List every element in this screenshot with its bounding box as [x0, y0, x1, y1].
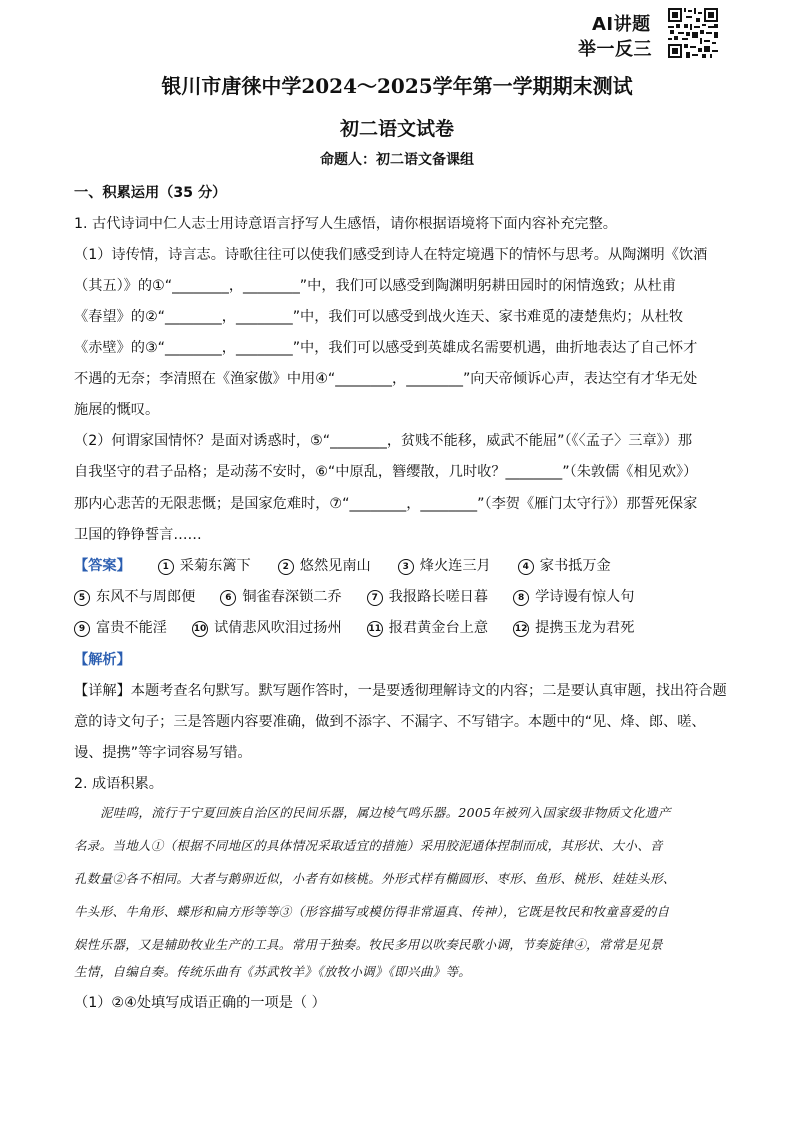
- answer-text: 采菊东篱下: [179, 558, 251, 574]
- answer-text: 家书抵万金: [539, 558, 611, 574]
- q1-p1-line: 施展的慨叹。: [74, 402, 160, 418]
- analysis-label: 【解析】: [74, 652, 131, 668]
- answer-text: 提携玉龙为君死: [535, 620, 635, 636]
- answer-text: 烽火连三月: [419, 558, 491, 574]
- passage-line: 孔数量②各不相同。大者与鹅卵近似，小者有如核桃。外形式样有椭圆形、枣形、鱼形、桃形、娃娃头形、: [74, 871, 676, 886]
- answer-text: 铜雀春深锁二乔: [242, 589, 342, 605]
- answer-number: 1: [158, 559, 174, 575]
- q1-p1-line: 《赤壁》的③“________，________”中，我们可以感受到英雄成名需要机遇，曲折地表达了自己怀才: [74, 340, 698, 356]
- detail-line: 意的诗文句子；三是答题内容要准确，做到不添字、不漏字、不写错字。本题中的“见、烽、郎、嗟、: [74, 714, 706, 730]
- answer-text: 学诗谩有惊人句: [535, 589, 635, 605]
- answers-row-3: [74, 618, 634, 638]
- answer-number: 11: [367, 621, 383, 637]
- answer-number: 5: [74, 590, 90, 606]
- answer-item: [158, 558, 251, 574]
- answer-text: 试倩悲风吹泪过扬州: [213, 620, 342, 636]
- passage-line: 娱性乐器，又是辅助牧业生产的工具。常用于独奏。牧民多用以吹奏民歌小调，节奏旋律④，常常是见景: [74, 937, 663, 952]
- ai-badge: [578, 8, 723, 60]
- answer-number: 7: [367, 590, 383, 606]
- answer-number: 6: [220, 590, 236, 606]
- exam-author: 命题人：初二语文备课组: [320, 152, 474, 168]
- exam-subtitle: 初二语文试卷: [339, 118, 454, 140]
- answer-item: [367, 589, 488, 605]
- answers-row-2: [74, 587, 634, 607]
- answer-item: [278, 558, 371, 574]
- answer-text: 报君黄金台上意: [388, 620, 489, 636]
- answer-item: [367, 620, 488, 636]
- answer-item: [192, 620, 342, 636]
- passage-line: 泥哇呜，流行于宁夏回族自治区的民间乐器，属边棱气鸣乐器。2005年被列入国家级非物质文化遗产: [100, 805, 671, 820]
- answer-item: [74, 589, 195, 605]
- q1-p2-line: （2）何谓家国情怀？是面对诱惑时，⑤“________，贫贱不能移，威武不能屈”（《〈孟子〉三章》）那: [74, 433, 693, 449]
- answer-number: 3: [398, 559, 414, 575]
- qr-code-icon: [668, 8, 718, 58]
- answer-item: [74, 620, 167, 636]
- exam-title: 银川市唐徕中学2024～2025学年第一学期期末测试: [161, 74, 633, 98]
- passage-line: 牛头形、牛角形、蝶形和扁方形等等③（形容描写或模仿得非常逼真、传神），它既是牧民和牧童喜爱的自: [74, 904, 670, 919]
- answer-item: [220, 589, 341, 605]
- section-heading: 一、积累运用（35 分）: [74, 185, 227, 201]
- q1-p1-line: 不遇的无奈；李清照在《渔家傲》中用④“________，________”向天帝倾诉心声，表达空有才华无处: [74, 371, 698, 387]
- question-2-sub1: （1）②④处填写成语正确的一项是（ ）: [74, 995, 326, 1011]
- passage-line: 名录。当地人①（根据不同地区的具体情况采取适宜的措施）采用胶泥通体捏制而成，其形状、大小、音: [74, 838, 663, 853]
- badge-line2: 举一反三: [578, 39, 652, 60]
- q1-p2-line: 自我坚守的君子品格；是动荡不安时，⑥“中原乱，簪缨散，几时收？________”（朱敦儒《相见欢》）: [74, 464, 698, 480]
- answer-text: 东风不与周郎便: [96, 589, 196, 605]
- answer-text: 我报路长嗟日暮: [388, 589, 489, 605]
- q1-p1-line: （1）诗传情，诗言志。诗歌往往可以使我们感受到诗人在特定境遇下的情怀与思考。从陶渊明《饮酒: [74, 247, 708, 263]
- answer-number: 12: [513, 621, 529, 637]
- answer-number: 2: [278, 559, 294, 575]
- detail-line: 【详解】本题考查名句默写。默写题作答时，一是要透彻理解诗文的内容；二是要认真审题，找出符合题: [74, 683, 727, 699]
- q1-p2-line: 那内心悲苦的无限悲慨；是国家危难时，⑦“________，________”（李贺《雁门太守行》）那誓死保家: [74, 496, 698, 512]
- q1-p2-line: 卫国的铮铮誓言……: [74, 527, 202, 543]
- detail-line: 谩、提携”等字词容易写错。: [74, 745, 252, 761]
- answer-number: 8: [513, 590, 529, 606]
- answer-item: [398, 558, 491, 574]
- answer-item: [518, 558, 611, 574]
- question-1-stem: 1. 古代诗词中仁人志士用诗意语言抒写人生感悟，请你根据语境将下面内容补充完整。: [74, 216, 617, 232]
- answer-item: [513, 620, 634, 636]
- answer-text: 富贵不能淫: [96, 620, 167, 636]
- answer-number: 4: [518, 559, 534, 575]
- answer-text: 悠然见南山: [299, 558, 371, 574]
- passage-line: 生情，自编自奏。传统乐曲有《苏武牧羊》《放牧小调》《即兴曲》等。: [74, 964, 472, 979]
- answer-label: 【答案】: [74, 558, 131, 574]
- answer-item: [513, 589, 634, 605]
- answer-number: 10: [192, 621, 208, 637]
- answers-row-1: [74, 556, 611, 576]
- question-2-stem: 2. 成语积累。: [74, 776, 163, 792]
- answer-number: 9: [74, 621, 90, 637]
- badge-line1: AI讲题: [592, 14, 651, 35]
- q1-p1-line: （其五）》的①“________，________”中，我们可以感受到陶渊明躬耕田园时的闲情逸致；从杜甫: [74, 278, 677, 294]
- q1-p1-line: 《春望》的②“________，________”中，我们可以感受到战火连天、家书难觅的凄楚焦灼；从杜牧: [74, 309, 684, 325]
